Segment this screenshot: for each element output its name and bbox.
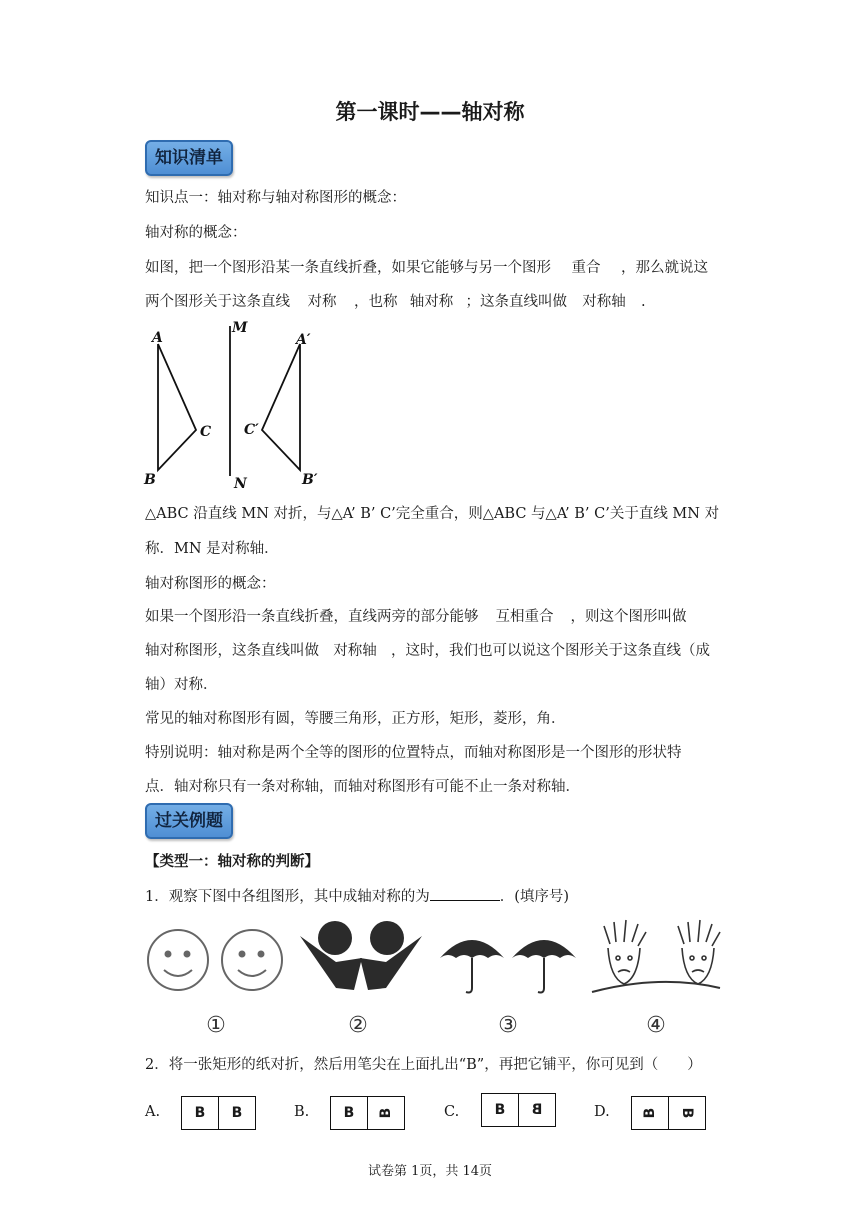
type-1-heading: 【类型一：轴对称的判断】 <box>145 854 319 870</box>
triangle-symmetry-figure <box>140 318 340 488</box>
option-d-left: B <box>642 1107 658 1119</box>
option-c-left: B <box>494 1102 506 1118</box>
knowledge-point-1: 知识点一：轴对称与轴对称图形的概念： <box>145 190 406 206</box>
answer-2: 对称 <box>307 294 337 310</box>
axis-concept-heading: 轴对称的概念： <box>145 225 247 241</box>
section-badge-knowledge: 知识清单 <box>145 140 233 176</box>
page-title: 第一课时——轴对称 <box>335 100 525 124</box>
triangle-abc <box>158 344 196 470</box>
option-c-right: B <box>518 1094 555 1126</box>
paragraph-line-2: 两个图形关于这条直线 对称 ，也称 轴对称 ；这条直线叫做 对称轴 . <box>145 290 646 311</box>
figure-label-3: ③ <box>498 1013 518 1038</box>
option-d-right: B <box>668 1097 705 1129</box>
paragraph-line-1: 如图，把一个图形沿某一条直线折叠，如果它能够与另一个图形 重合 ，那么就说这 <box>145 256 708 277</box>
paragraph-line-7: 轴）对称． <box>145 677 218 693</box>
section-badge-examples: 过关例题 <box>145 803 233 839</box>
answer-3: 轴对称 <box>409 294 454 310</box>
answer-1: 重合 <box>571 260 601 276</box>
question-1: 1．观察下图中各组图形，其中成轴对称的为 ．(填序号) <box>145 889 570 905</box>
page-footer: 试卷第 1页，共 14页 <box>367 1164 493 1179</box>
answer-5: 互相重合 <box>495 609 554 625</box>
label-a: A <box>152 330 163 346</box>
umbrellas-icon <box>440 940 576 993</box>
triangle-abc-prime <box>262 344 300 470</box>
option-c-box[interactable] <box>481 1093 556 1127</box>
figure-concept-heading: 轴对称图形的概念： <box>145 576 276 592</box>
paragraph-line-10: 点．轴对称只有一条对称轴，而轴对称图形有可能不止一条对称轴． <box>145 779 580 795</box>
option-d-label[interactable]: D. <box>594 1104 610 1120</box>
paragraph-line-6: 轴对称图形，这条直线叫做 对称轴 ，这时，我们也可以说这个图形关于这条直线（成 <box>145 639 710 660</box>
paragraph-line-4: 称．MN 是对称轴． <box>145 541 279 557</box>
silhouette-figures-icon <box>300 921 422 990</box>
option-b-left: B <box>343 1105 355 1121</box>
answer-4: 对称轴 <box>582 294 626 310</box>
option-b-right: B <box>367 1097 404 1129</box>
option-b-box[interactable] <box>330 1096 405 1130</box>
answer-6: 对称轴 <box>333 643 377 659</box>
question-1-figures <box>140 918 730 1038</box>
funny-faces-icon <box>592 920 720 992</box>
figure-label-4: ④ <box>646 1013 666 1038</box>
label-n: N <box>234 476 247 488</box>
paragraph-line-8: 常见的轴对称图形有圆，等腰三角形，正方形，矩形，菱形，角． <box>145 711 566 727</box>
label-b-prime: B′ <box>302 472 318 488</box>
label-a-prime: A′ <box>296 332 311 348</box>
option-a-right: B <box>218 1097 255 1129</box>
question-1-blank <box>430 887 500 901</box>
label-m: M <box>232 320 248 336</box>
label-c-prime: C′ <box>244 422 259 438</box>
figure-label-1: ① <box>206 1013 226 1038</box>
label-c: C <box>200 424 212 440</box>
paragraph-line-5: 如果一个图形沿一条直线折叠，直线两旁的部分能够 互相重合 ，则这个图形叫做 <box>145 605 687 626</box>
option-d-box[interactable] <box>631 1096 706 1130</box>
option-c-label[interactable]: C. <box>444 1104 460 1120</box>
paragraph-line-3: △ABC 沿直线 MN 对折，与△A’ B’ C’完全重合，则△ABC 与△A’ B’ C’关于直线 MN 对 <box>145 506 720 522</box>
option-a-left: B <box>194 1105 206 1121</box>
paragraph-line-9: 特别说明：轴对称是两个全等的图形的位置特点，而轴对称图形是一个图形的形状特 <box>145 745 682 761</box>
figure-label-2: ② <box>348 1013 368 1038</box>
option-a-box[interactable] <box>181 1096 256 1130</box>
question-2: 2．将一张矩形的纸对折，然后用笔尖在上面扎出“B”，再把它铺平，你可见到（ ） <box>145 1057 702 1073</box>
option-b-label[interactable]: B. <box>294 1104 310 1120</box>
option-a-label[interactable]: A. <box>145 1104 161 1120</box>
smiley-faces-icon <box>148 930 282 990</box>
label-b: B <box>144 472 156 488</box>
